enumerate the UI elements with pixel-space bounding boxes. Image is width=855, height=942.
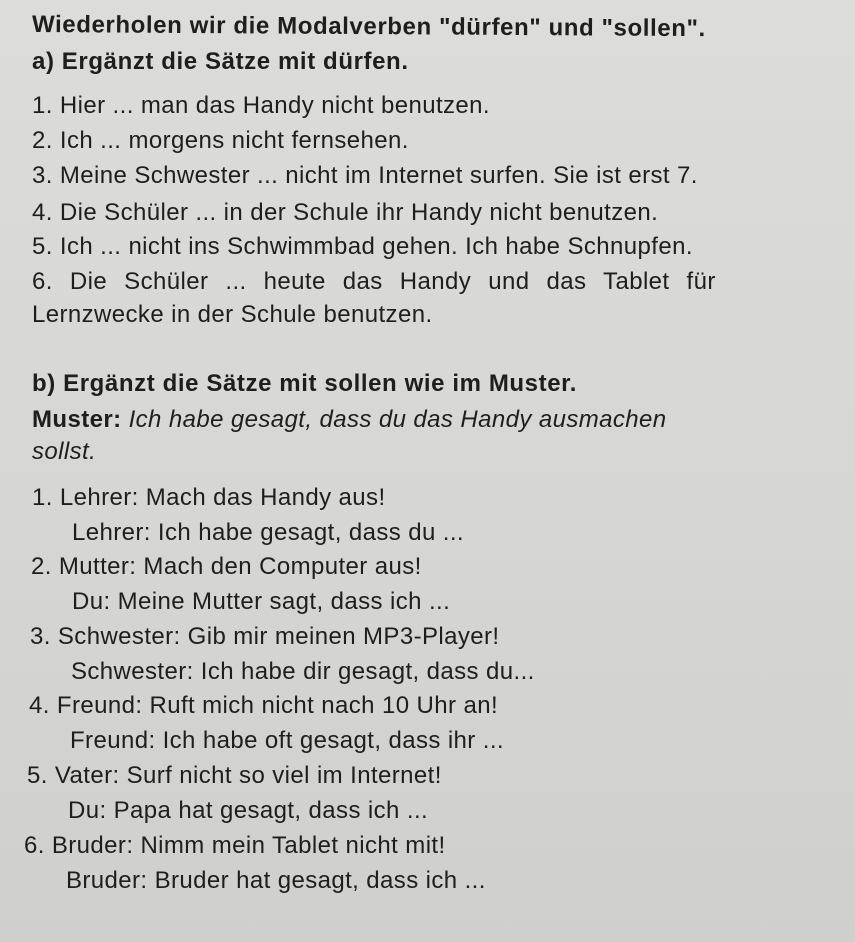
muster-line-2: sollst.: [32, 438, 97, 465]
part-b-item-2-prompt: 2. Mutter: Mach den Computer aus!: [31, 553, 422, 580]
part-b-item-5-prompt: 5. Vater: Surf nicht so viel im Internet!: [27, 762, 442, 789]
part-a-item-1: 1. Hier ... man das Handy nicht benutzen.: [32, 92, 490, 119]
part-a-item-6: 6. Die Schüler ... heute das Handy und das Tablet für: [32, 268, 716, 295]
part-b-item-2-answer: Du: Meine Mutter sagt, dass ich ...: [72, 588, 451, 615]
part-b-item-5-answer: Du: Papa hat gesagt, dass ich ...: [68, 797, 429, 824]
part-a-heading: a) Ergänzt die Sätze mit dürfen.: [32, 48, 409, 75]
muster-line-1: [32, 405, 667, 435]
part-b-item-3-prompt: 3. Schwester: Gib mir meinen MP3-Player!: [30, 623, 500, 650]
part-a-item-5: 5. Ich ... nicht ins Schwimmbad gehen. Ich habe Schnupfen.: [32, 233, 693, 260]
muster-text: Ich habe gesagt, dass du das Handy ausmachen: [128, 406, 667, 433]
part-b-item-4-answer: Freund: Ich habe oft gesagt, dass ihr ...: [70, 727, 504, 754]
muster-label: Muster:: [32, 406, 122, 433]
part-b-item-6-answer: Bruder: Bruder hat gesagt, dass ich ...: [66, 867, 486, 894]
part-b-item-4-prompt: 4. Freund: Ruft mich nicht nach 10 Uhr an!: [29, 692, 499, 719]
part-b-item-6-prompt: 6. Bruder: Nimm mein Tablet nicht mit!: [24, 832, 446, 859]
part-a-item-2: 2. Ich ... morgens nicht fernsehen.: [32, 127, 409, 154]
part-a-item-3: 3. Meine Schwester ... nicht im Internet surfen. Sie ist erst 7.: [32, 162, 698, 189]
page-title: Wiederholen wir die Modalverben "dürfen" und "sollen".: [31, 11, 706, 43]
part-b-item-3-answer: Schwester: Ich habe dir gesagt, dass du...: [71, 658, 535, 685]
part-a-item-4: 4. Die Schüler ... in der Schule ihr Handy nicht benutzen.: [32, 199, 659, 226]
part-b-item-1-answer: Lehrer: Ich habe gesagt, dass du ...: [72, 519, 464, 546]
part-b-heading: b) Ergänzt die Sätze mit sollen wie im Muster.: [32, 370, 578, 397]
part-b-item-1-prompt: 1. Lehrer: Mach das Handy aus!: [32, 484, 386, 511]
part-a-item-6-continuation: Lernzwecke in der Schule benutzen.: [32, 301, 433, 328]
